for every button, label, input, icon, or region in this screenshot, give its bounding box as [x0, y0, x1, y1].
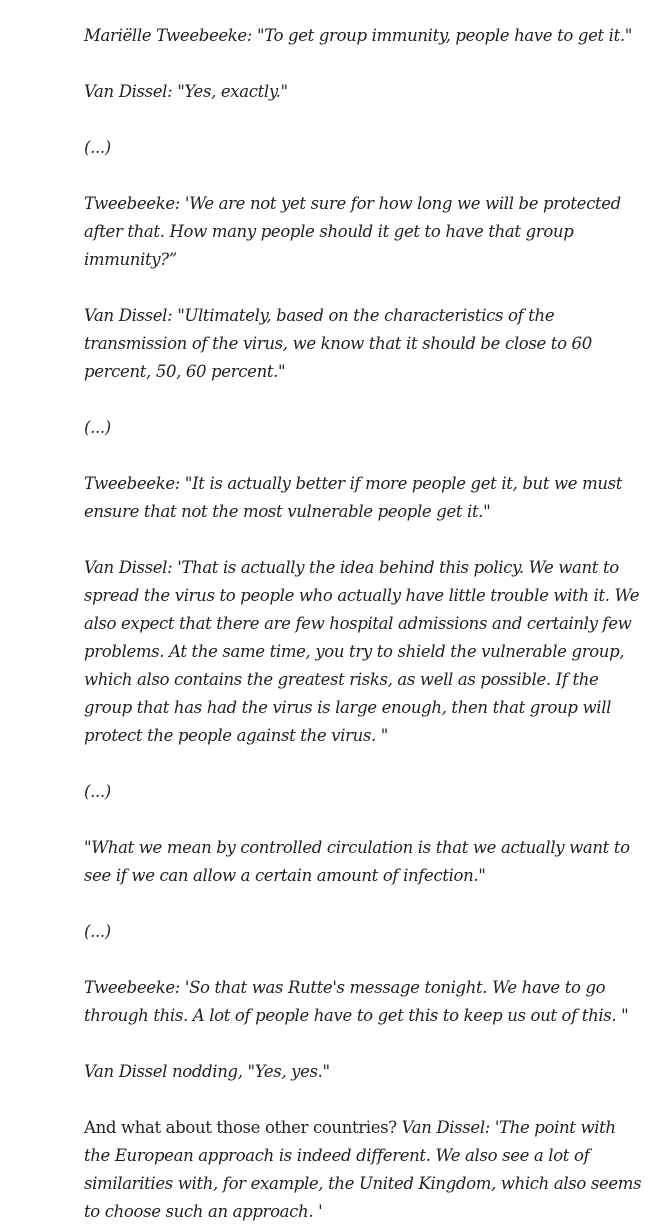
ellipsis-paragraph: (...): [84, 922, 111, 941]
quote-paragraph: Van Dissel: "Ultimately, based on the characteristics of the transmission of the virus, we know that it should be close to 60 percent, 50, 60 percent.": [84, 306, 592, 381]
closing-intro: And what about those other countries?: [84, 1118, 402, 1137]
quote-paragraph: Mariëlle Tweebeeke: "To get group immunity, people have to get it.": [84, 26, 633, 45]
closing-quote: Van Dissel: 'The point with the European approach is indeed different. We also see a lot of similarities with, for example, the United Kingdom, which also seems to choose such an approach. ': [84, 1118, 642, 1221]
closing-paragraph: [84, 1114, 644, 1226]
quote-paragraph: Tweebeeke: 'So that was Rutte's message tonight. We have to go through this. A lot of people have to get this to keep us out of this. ": [84, 978, 629, 1025]
quote-paragraph: Tweebeeke: "It is actually better if more people get it, but we must ensure that not the most vulnerable people get it.": [84, 474, 623, 521]
ellipsis-paragraph: (...): [84, 418, 111, 437]
ellipsis-paragraph: (...): [84, 138, 111, 157]
quote-paragraph: Van Dissel: "Yes, exactly.": [84, 82, 288, 101]
ellipsis-paragraph: (...): [84, 782, 111, 801]
quote-paragraph: Van Dissel: 'That is actually the idea behind this policy. We want to spread the virus to people who actually have little trouble with it. We also expect that there are few hospital admissions and certainly few problems. At the same time, you try to shield the vulnerable group, which also contains the greatest risks, as well as possible. If the group that has had the virus is large enough, then that group will protect the people against the virus. ": [84, 558, 640, 745]
article-body: [84, 22, 644, 1226]
quote-paragraph: Tweebeeke: 'We are not yet sure for how long we will be protected after that. How many people should it get to have that group immunity?”: [84, 194, 621, 269]
quote-paragraph: Van Dissel nodding, "Yes, yes.": [84, 1062, 330, 1081]
quote-paragraph: "What we mean by controlled circulation is that we actually want to see if we can allow a certain amount of infection.": [84, 838, 630, 885]
